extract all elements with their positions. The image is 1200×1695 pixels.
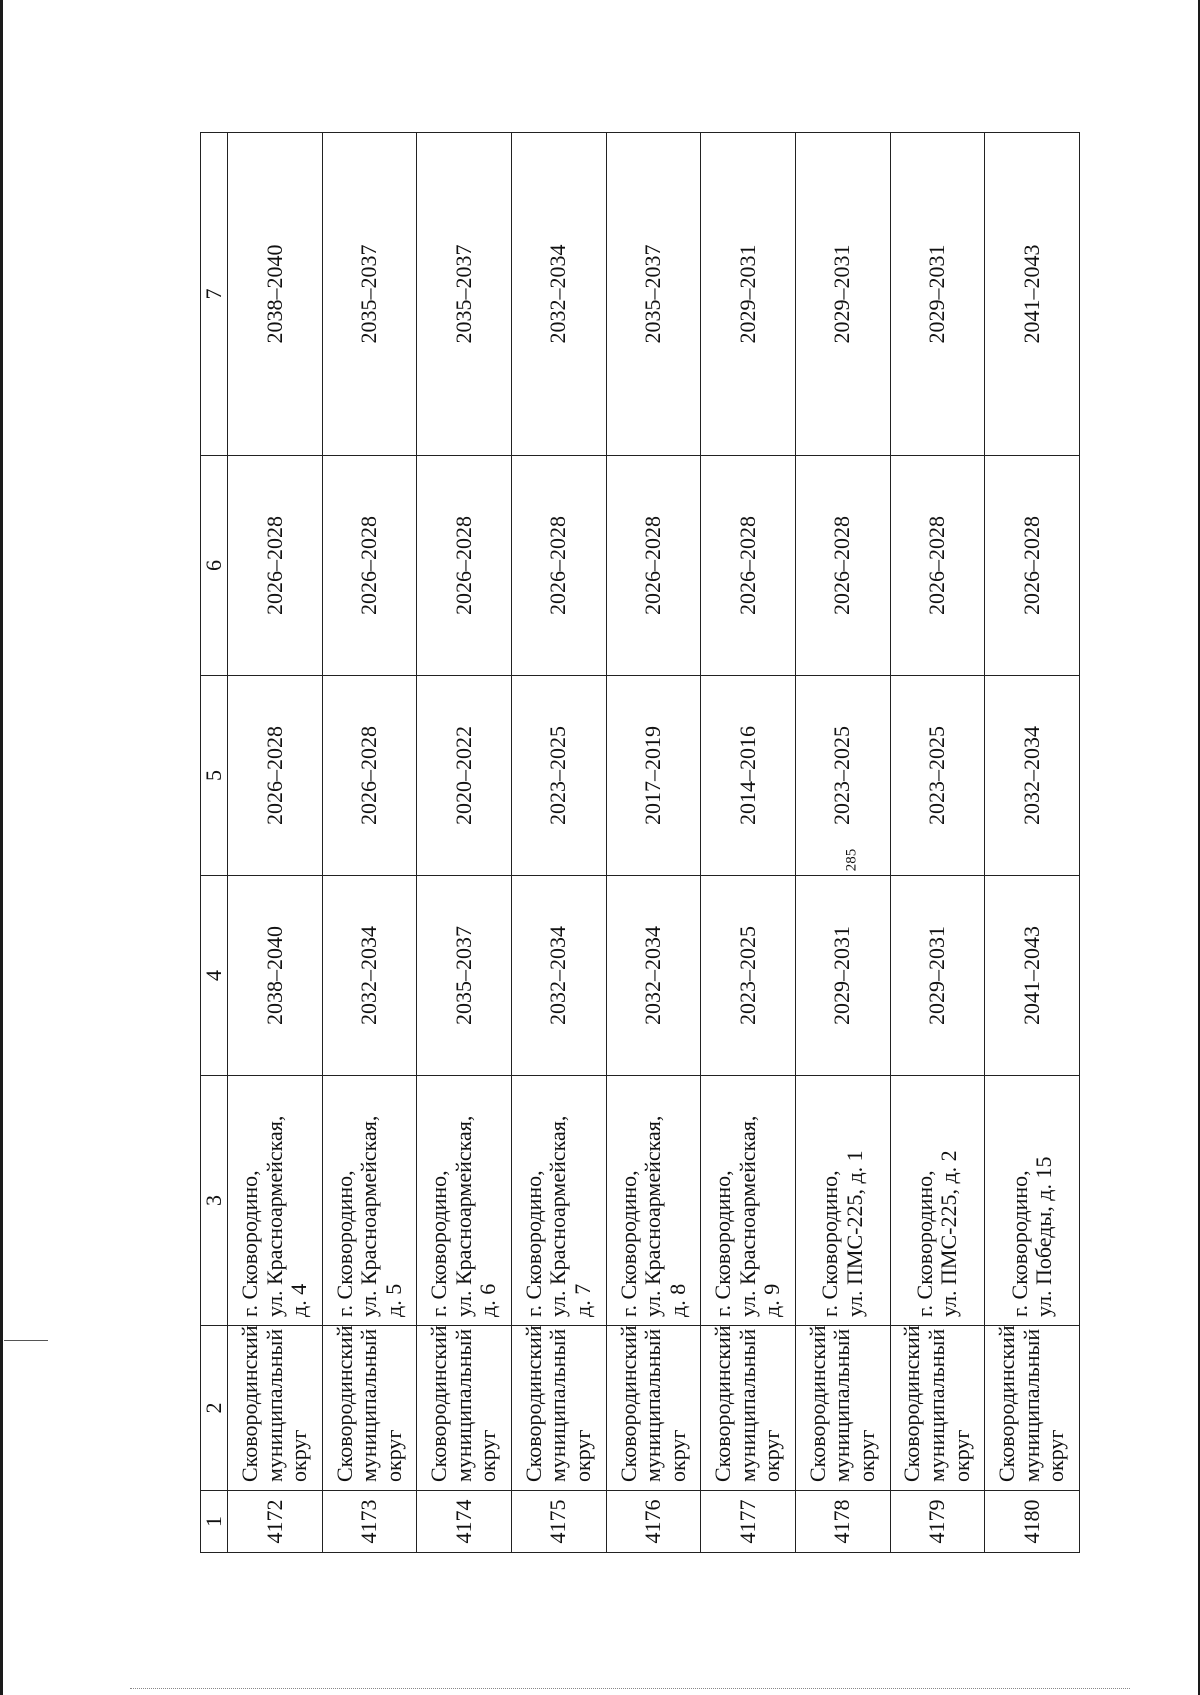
period-cell-col4: 2023–2025 (701, 876, 796, 1076)
period-cell-col4: 2032–2034 (606, 876, 701, 1076)
margin-mark (4, 1340, 48, 1341)
address-line: д. 9 (759, 1283, 785, 1317)
address-line: д. 6 (475, 1283, 501, 1317)
column-number: 2 (201, 1326, 228, 1491)
row-id-cell: 4178 (795, 1491, 890, 1553)
address-line: ул. Красноармейская, (450, 1115, 476, 1317)
period-cell-col7: 2038–2040 (228, 133, 323, 456)
period-cell-col5: 2023–2025 (795, 676, 890, 876)
address-line: ул. ПМС-225, д. 2 (936, 1150, 962, 1317)
address-line: ул. Красноармейская, (545, 1115, 571, 1317)
period-cell-col7: 2029–2031 (795, 133, 890, 456)
period-cell-col7: 2035–2037 (322, 133, 417, 456)
period-cell-col4: 2029–2031 (795, 876, 890, 1076)
row-id-cell: 4176 (606, 1491, 701, 1553)
period-cell-col6: 2026–2028 (322, 456, 417, 676)
address-line: д. 4 (286, 1283, 312, 1317)
period-cell-col4: 2032–2034 (322, 876, 417, 1076)
table-row (322, 133, 417, 1553)
column-number: 5 (201, 676, 228, 876)
table-row (606, 133, 701, 1553)
column-number-row (201, 133, 228, 1553)
period-cell-col7: 2035–2037 (606, 133, 701, 456)
row-id-cell: 4175 (511, 1491, 606, 1553)
period-cell-col4: 2029–2031 (890, 876, 985, 1076)
district-cell: Сковородинский муниципальный округ (322, 1326, 417, 1491)
bottom-dotted-rule (130, 1688, 1130, 1690)
address-line: ул. Красноармейская, (356, 1115, 382, 1317)
data-table (200, 132, 1080, 1553)
period-cell-col6: 2026–2028 (701, 456, 796, 676)
address-line: г. Сковородино, (331, 1170, 357, 1317)
period-cell-col6: 2026–2028 (985, 456, 1080, 676)
column-number: 4 (201, 876, 228, 1076)
column-number: 3 (201, 1076, 228, 1326)
period-cell-col5: 2023–2025 (511, 676, 606, 876)
address-cell (795, 1076, 890, 1326)
period-cell-col6: 2026–2028 (417, 456, 512, 676)
table-row (417, 133, 512, 1553)
table-row (701, 133, 796, 1553)
address-line: ул. Красноармейская, (640, 1115, 666, 1317)
district-cell: Сковородинский муниципальный округ (985, 1326, 1080, 1491)
period-cell-col5: 2017–2019 (606, 676, 701, 876)
row-id-cell: 4180 (985, 1491, 1080, 1553)
district-cell: Сковородинский муниципальный округ (795, 1326, 890, 1491)
period-cell-col7: 2029–2031 (890, 133, 985, 456)
period-cell-col4: 2041–2043 (985, 876, 1080, 1076)
address-line: г. Сковородино, (236, 1170, 262, 1317)
address-line: ул. Красноармейская, (734, 1115, 760, 1317)
table-row (795, 133, 890, 1553)
district-cell: Сковородинский муниципальный округ (606, 1326, 701, 1491)
table-row (228, 133, 323, 1553)
period-cell-col5: 2020–2022 (417, 676, 512, 876)
column-number: 1 (201, 1491, 228, 1553)
district-cell: Сковородинский муниципальный округ (701, 1326, 796, 1491)
table-body (228, 133, 1080, 1553)
page-number: 285 (843, 848, 860, 872)
period-cell-col5: 2026–2028 (228, 676, 323, 876)
district-cell: Сковородинский муниципальный округ (511, 1326, 606, 1491)
period-cell-col7: 2035–2037 (417, 133, 512, 456)
scan-edge-left (0, 0, 3, 1695)
table-row (890, 133, 985, 1553)
period-cell-col7: 2041–2043 (985, 133, 1080, 456)
period-cell-col5: 2023–2025 (890, 676, 985, 876)
address-cell (511, 1076, 606, 1326)
address-line: г. Сковородино, (520, 1170, 546, 1317)
address-line: д. 5 (380, 1283, 406, 1317)
address-cell (890, 1076, 985, 1326)
address-line: д. 7 (570, 1283, 596, 1317)
address-cell (701, 1076, 796, 1326)
period-cell-col4: 2032–2034 (511, 876, 606, 1076)
column-number: 7 (201, 133, 228, 456)
district-cell: Сковородинский муниципальный округ (417, 1326, 512, 1491)
district-cell: Сковородинский муниципальный округ (890, 1326, 985, 1491)
address-cell (322, 1076, 417, 1326)
period-cell-col5: 2014–2016 (701, 676, 796, 876)
row-id-cell: 4174 (417, 1491, 512, 1553)
address-line: г. Сковородино, (911, 1170, 937, 1317)
rotated-table-container (200, 133, 1080, 1553)
district-cell: Сковородинский муниципальный округ (228, 1326, 323, 1491)
address-cell (417, 1076, 512, 1326)
address-cell (228, 1076, 323, 1326)
address-line: ул. Победы, д. 15 (1031, 1156, 1057, 1317)
address-line: г. Сковородино, (426, 1170, 452, 1317)
address-line: г. Сковородино, (1006, 1170, 1032, 1317)
row-id-cell: 4172 (228, 1491, 323, 1553)
period-cell-col6: 2026–2028 (511, 456, 606, 676)
address-line: г. Сковородино, (615, 1170, 641, 1317)
row-id-cell: 4173 (322, 1491, 417, 1553)
address-line: г. Сковородино, (817, 1170, 843, 1317)
period-cell-col7: 2029–2031 (701, 133, 796, 456)
period-cell-col4: 2038–2040 (228, 876, 323, 1076)
table-row (985, 133, 1080, 1553)
row-id-cell: 4177 (701, 1491, 796, 1553)
period-cell-col6: 2026–2028 (795, 456, 890, 676)
column-number: 6 (201, 456, 228, 676)
address-cell (606, 1076, 701, 1326)
address-cell (985, 1076, 1080, 1326)
address-line: ул. ПМС-225, д. 1 (841, 1150, 867, 1317)
period-cell-col4: 2035–2037 (417, 876, 512, 1076)
period-cell-col5: 2032–2034 (985, 676, 1080, 876)
row-id-cell: 4179 (890, 1491, 985, 1553)
address-line: г. Сковородино, (710, 1170, 736, 1317)
period-cell-col6: 2026–2028 (890, 456, 985, 676)
period-cell-col7: 2032–2034 (511, 133, 606, 456)
address-line: д. 8 (664, 1283, 690, 1317)
table-row (511, 133, 606, 1553)
address-line: ул. Красноармейская, (261, 1115, 287, 1317)
period-cell-col5: 2026–2028 (322, 676, 417, 876)
period-cell-col6: 2026–2028 (606, 456, 701, 676)
period-cell-col6: 2026–2028 (228, 456, 323, 676)
